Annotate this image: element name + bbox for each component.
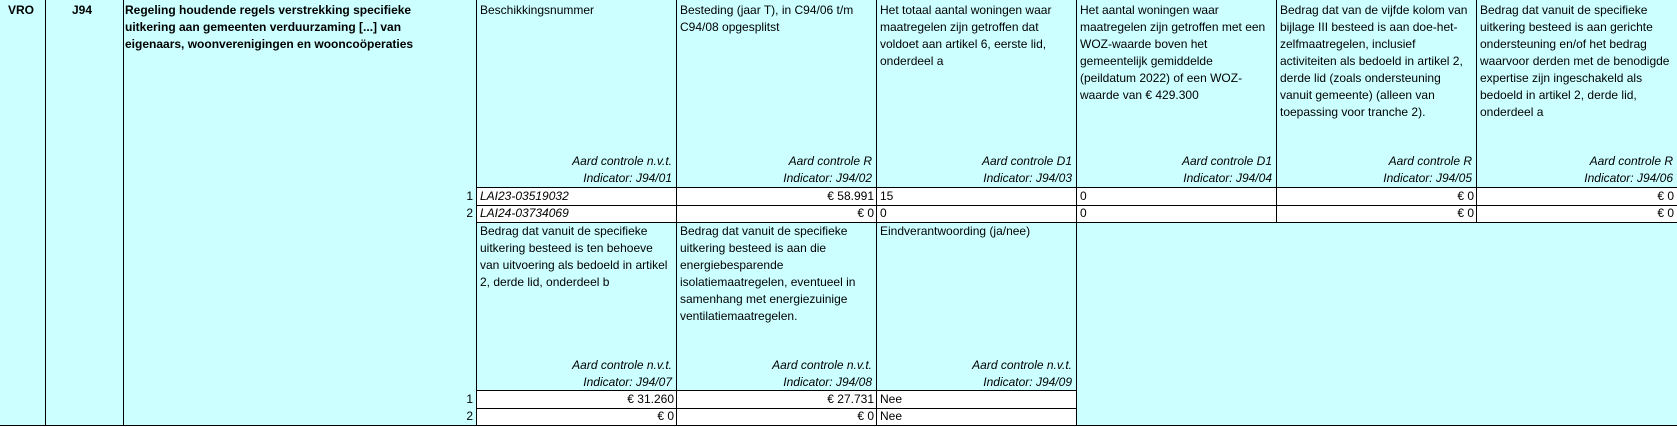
grid-line	[876, 0, 877, 426]
row-number: 1	[466, 189, 473, 203]
header-doe-het-zelf: Bedrag dat van de vijfde kolom van bijlage III besteed is aan doe-het-zelfmaatregelen, inclusief activiteiten als bedoeld in artikel 2, derde lid (zoals ondersteuning vanuit gemeente) (alleen van toepassing voor tranche 2).	[1280, 3, 1468, 119]
regulation-title: Regeling houdende regels verstrekking specifieke uitkering aan gemeenten verduurzaming [...] van eigenaars, woonverenigingen en wooncoöperaties	[125, 3, 414, 51]
cell-gerichte-ondersteuning[interactable]: € 0	[1657, 206, 1674, 220]
row-number: 2	[466, 409, 473, 423]
indicator: Indicator: J94/04	[1183, 171, 1272, 185]
header-woz-woningen: Het aantal woningen waar maatregelen zijn getroffen met een WOZ-waarde boven het gemeentelijk gemiddelde (peildatum 2022) of een WOZ-waarde van € 429.300	[1080, 3, 1266, 102]
grid-line	[1276, 0, 1277, 223]
header-totaal-woningen: Het totaal aantal woningen waar maatregelen zijn getroffen dat voldoet aan artikel 6, eerste lid, onderdeel a	[880, 3, 1052, 68]
grid-line	[1076, 0, 1077, 426]
cell-doe-het-zelf[interactable]: € 0	[1457, 206, 1474, 220]
control-type: Aard controle R	[1388, 154, 1472, 168]
grid-line	[476, 0, 477, 426]
indicator: Indicator: J94/02	[783, 171, 872, 185]
row-number: 2	[466, 206, 473, 220]
cell-eindverantwoording[interactable]: Nee	[880, 409, 903, 423]
control-type: Aard controle n.v.t.	[772, 358, 872, 372]
cell-beschikkingsnummer[interactable]: LAI23-03519032	[480, 189, 569, 203]
cell-beschikkingsnummer[interactable]: LAI24-03734069	[480, 206, 569, 220]
grid-line	[676, 0, 677, 426]
grid-line	[1476, 0, 1477, 223]
control-type: Aard controle n.v.t.	[972, 358, 1072, 372]
header-eindverantwoording: Eindverantwoording (ja/nee)	[880, 224, 1031, 238]
control-type: Aard controle n.v.t.	[572, 358, 672, 372]
cell-gerichte-ondersteuning[interactable]: € 0	[1657, 189, 1674, 203]
grid-line	[0, 425, 1677, 426]
indicator: Indicator: J94/06	[1584, 171, 1673, 185]
control-type: Aard controle D1	[981, 154, 1072, 168]
control-type: Aard controle D1	[1181, 154, 1272, 168]
cell-woz-woningen[interactable]: 0	[1080, 206, 1087, 220]
cell-besteding[interactable]: € 0	[857, 206, 874, 220]
cell-eindverantwoording[interactable]: Nee	[880, 392, 903, 406]
cell-uitvoering[interactable]: € 31.260	[627, 392, 674, 406]
cell-besteding[interactable]: € 58.991	[827, 189, 874, 203]
indicator: Indicator: J94/09	[983, 375, 1072, 389]
indicator: Indicator: J94/03	[983, 171, 1072, 185]
row-number: 1	[466, 392, 473, 406]
control-type: Aard controle R	[1589, 154, 1673, 168]
cell-totaal-woningen[interactable]: 0	[880, 206, 887, 220]
control-type: Aard controle R	[788, 154, 872, 168]
grid-line	[123, 0, 124, 426]
cell-uitvoering[interactable]: € 0	[657, 409, 674, 423]
cell-totaal-woningen[interactable]: 15	[880, 189, 894, 203]
header-besteding: Besteding (jaar T), in C94/06 t/m C94/08 opgesplitst	[680, 3, 854, 34]
cell-isolatiemaatregelen[interactable]: € 0	[857, 409, 874, 423]
indicator: Indicator: J94/01	[583, 171, 672, 185]
indicator: Indicator: J94/07	[583, 375, 672, 389]
department-code: VRO	[8, 3, 35, 17]
grid-line	[45, 0, 46, 426]
header-uitvoering: Bedrag dat vanuit de specifieke uitkering besteed is ten behoeve van uitvoering als bedoeld in artikel 2, derde lid, onderdeel b	[480, 224, 668, 289]
indicator: Indicator: J94/08	[783, 375, 872, 389]
control-type: Aard controle n.v.t.	[572, 154, 672, 168]
header-beschikkingsnummer: Beschikkingsnummer	[480, 3, 595, 17]
indicator: Indicator: J94/05	[1383, 171, 1472, 185]
header-isolatiemaatregelen: Bedrag dat vanuit de specifieke uitkering besteed is aan die energiebesparende isolatiemaatregelen, eventueel in samenhang met energiezuinige ventilatiemaatregelen.	[680, 224, 856, 323]
regulation-code: J94	[72, 3, 93, 17]
cell-isolatiemaatregelen[interactable]: € 27.731	[827, 392, 874, 406]
cell-doe-het-zelf[interactable]: € 0	[1457, 189, 1474, 203]
header-gerichte-ondersteuning: Bedrag dat vanuit de specifieke uitkering besteed is aan gerichte ondersteuning en/of het bedrag waarvoor derden met de benodigde expertise zijn ingeschakeld als bedoeld in artikel 2, derde lid, onderdeel a	[1480, 3, 1670, 119]
cell-woz-woningen[interactable]: 0	[1080, 189, 1087, 203]
